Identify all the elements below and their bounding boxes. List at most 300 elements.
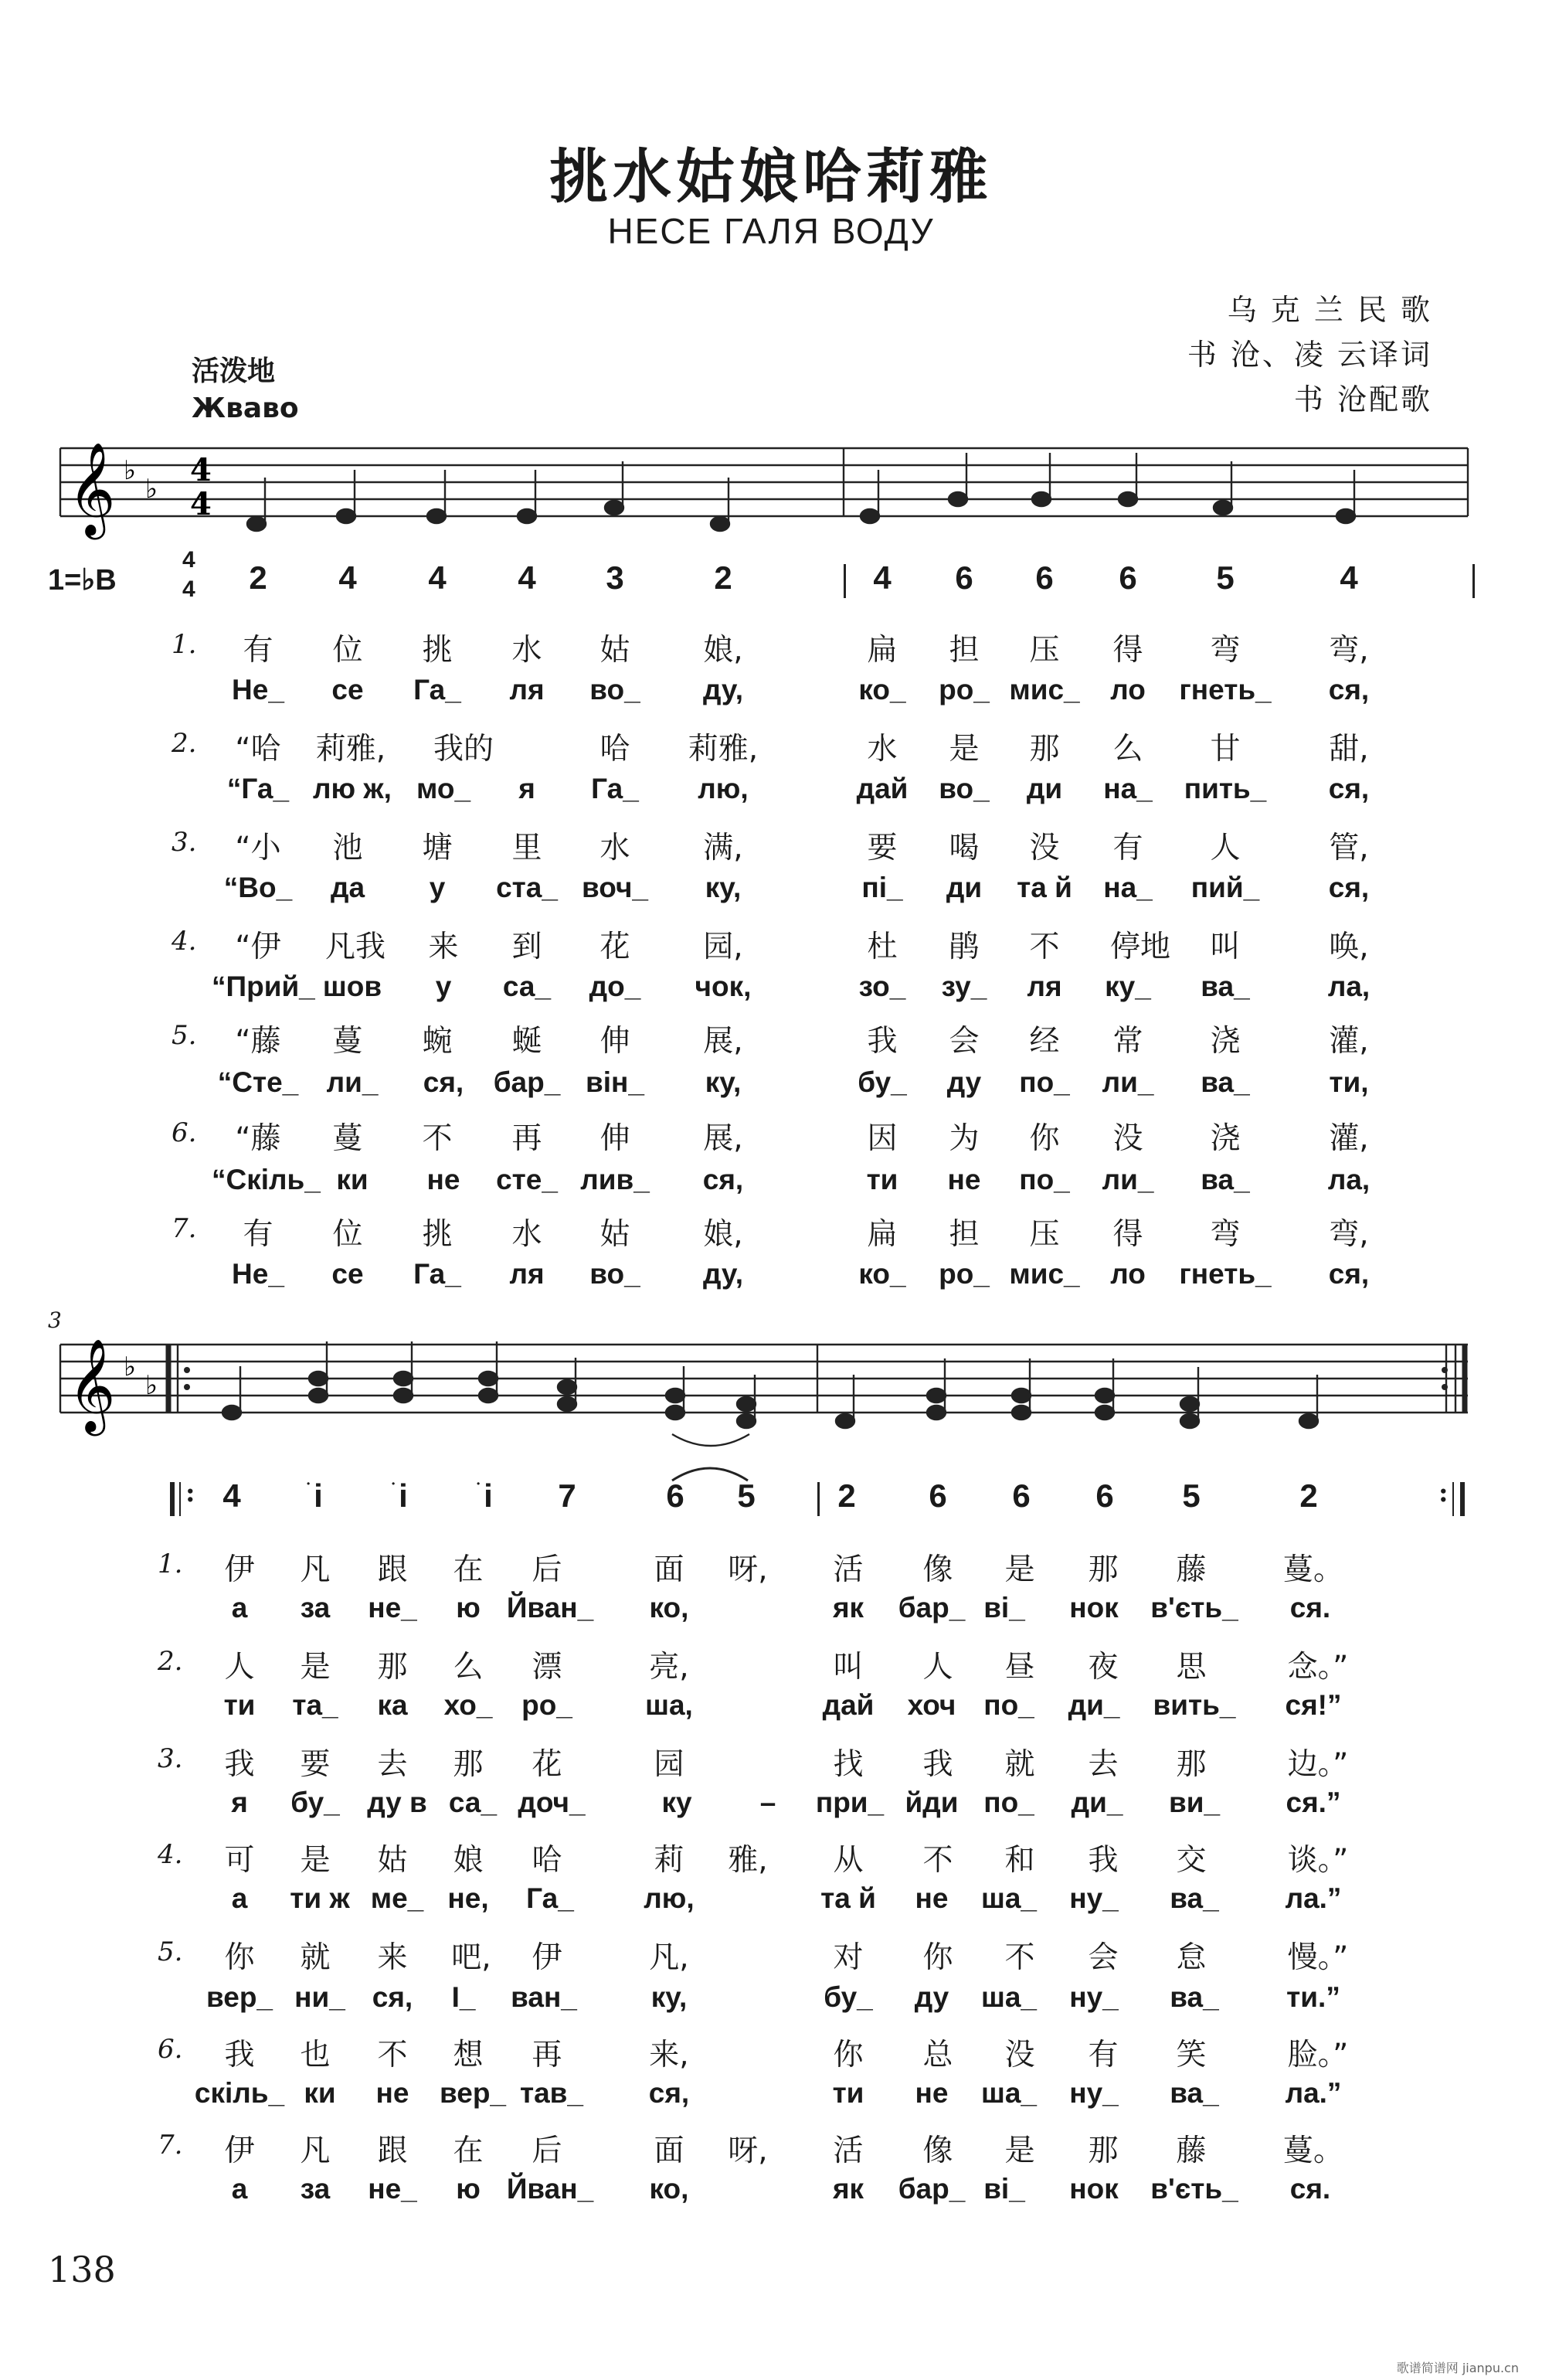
lyric-zh: 娘, [703,633,743,668]
lyric-zh: 挑 [422,633,453,668]
lyric-zh: 在 [453,2134,484,2168]
lyric-zh: 挑 [422,1217,453,1252]
lyric-zh: 不 [1004,1940,1035,1975]
lyric-uk: ти.” [1286,1981,1340,2013]
lyric-uk: Га_ [413,674,461,706]
lyric-zh: 伸 [599,1121,630,1156]
lyric-zh: 不 [922,1843,953,1878]
lyric-zh: 弯 [1210,1217,1241,1252]
lyric-zh: 展, [703,1121,743,1156]
lyric-zh: 么 [453,1650,484,1685]
lyric-uk: лю, [698,773,749,804]
lyric-uk: Га_ [413,1258,461,1290]
lyric-zh: 园 [654,1747,684,1782]
lyric-uk: вер_ [205,1981,273,2013]
repeat-end-thin [1452,1482,1454,1516]
lyric-uk: ки [304,2077,336,2109]
jianpu-note: 4 [1340,559,1358,596]
lyric-uk: ду [946,1066,982,1098]
lyric-zh: 塘 [422,831,453,865]
repeat-dots: : [1438,1477,1449,1508]
lyric-uk: ко, [649,1592,689,1624]
lyric-uk: ку, [650,1981,688,2013]
lyric-zh: 为 [949,1121,980,1156]
lyric-uk: ю [456,1592,481,1624]
lyric-uk: не [915,2077,949,2109]
lyric-zh: 呀, [728,2134,768,2168]
lyric-uk: бу_ [824,1981,873,2013]
lyric-uk: ду, [702,1258,743,1290]
jianpu-note: 6 [929,1477,947,1514]
lyric-zh: 么 [1112,732,1143,767]
lyric-uk: пить_ [1184,773,1267,804]
lyric-zh: 浇 [1210,1121,1241,1156]
high-octave-dot-icon: · [391,1476,396,1492]
verse-number: 4. [158,1839,183,1870]
lyric-uk: ди_ [1071,1787,1123,1818]
lyric-uk: ти [223,1689,256,1721]
lyric-uk: він_ [586,1066,644,1098]
lyric-zh: 停地 [1109,930,1170,964]
jianpu-note: 4 [222,1477,241,1514]
lyric-zh: 呀, [728,1552,768,1587]
lyric-uk: ся!” [1285,1689,1342,1721]
verse-number: 2. [172,728,197,759]
lyric-uk: ду в [367,1787,427,1818]
lyric-zh: 去 [1088,1747,1119,1782]
lyric-zh: 凡, [649,1940,689,1975]
lyric-uk: ко_ [858,1258,906,1290]
lyric-zh: 得 [1112,633,1143,668]
lyric-zh: “小 [235,831,281,865]
flat-icon: ♭ [145,474,158,505]
lyric-zh: 是 [1004,2134,1035,2168]
verse-number: 1. [172,629,197,660]
tempo-uk: Жваво [192,393,299,424]
lyric-zh: 你 [922,1940,953,1975]
lyric-zh: 那 [1029,732,1060,767]
jianpu-note: 4 [873,559,892,596]
lyric-zh: 扁 [867,633,898,668]
lyric-uk: не [375,2077,409,2109]
lyric-uk: во_ [939,773,990,804]
lyric-zh: 凡 [300,2134,331,2168]
lyric-uk: та й [1017,872,1072,903]
lyric-uk: як [832,2173,864,2205]
lyric-zh: 就 [1004,1747,1035,1782]
lyric-zh: 不 [1029,930,1060,964]
lyric-zh: 伸 [599,1024,630,1059]
lyric-zh: 是 [1004,1552,1035,1587]
lyric-zh: 蜒 [511,1024,542,1059]
lyric-zh: 伊 [224,1552,255,1587]
jianpu-note: 6 [1035,559,1054,596]
lyric-uk: не [947,1164,981,1195]
jianpu-note: 4 [338,559,357,596]
lyric-uk: ва_ [1201,1066,1250,1098]
lyric-zh: 花 [532,1747,562,1782]
jianpu-note: 3 [606,559,624,596]
lyric-zh: 蜿 [422,1024,453,1059]
lyric-zh: 弯, [1329,633,1369,668]
time-bottom: 4 [182,576,195,602]
lyric-zh: 脸。” [1287,2038,1349,2072]
lyric-uk: ла.” [1285,1882,1342,1914]
treble-clef-icon: 𝄞 [68,1338,116,1432]
lyric-uk: ро_ [939,674,990,706]
lyric-zh: 叫 [833,1650,864,1685]
lyric-uk: “Га_ [226,773,290,804]
lyric-uk: ко, [649,2173,689,2205]
lyric-zh: 跟 [377,1552,408,1587]
jianpu-note: i [484,1477,493,1514]
jianpu-note: 2 [837,1477,856,1514]
lyric-zh: 喝 [949,831,980,865]
lyric-uk: у [429,872,446,903]
verse-number: 5. [172,1020,197,1051]
lyric-uk: бар_ [493,1066,561,1098]
verse-number: 3. [172,827,197,858]
svg-text:4: 4 [190,452,212,488]
key-signature: 1=♭B [48,564,117,597]
high-octave-dot-icon: · [476,1476,481,1492]
lyric-uk: нок [1069,1592,1119,1624]
lyric-zh: 没 [1112,1121,1143,1156]
lyric-zh: 人 [224,1650,255,1685]
lyric-zh: 和 [1004,1843,1035,1878]
lyric-uk: ся.” [1286,1787,1341,1818]
lyric-zh: 管, [1329,831,1369,865]
lyric-uk: ко_ [858,674,906,706]
verse-number: 1. [158,1549,183,1579]
lyric-uk: тав_ [519,2077,584,2109]
lyric-uk: ся, [1328,773,1370,804]
lyric-uk: І_ [451,1981,476,2013]
lyric-zh: 我 [867,1024,898,1059]
verse-number: 7. [158,2130,183,2161]
lyric-uk: мис_ [1009,1258,1080,1290]
time-top: 4 [182,547,195,573]
lyric-zh: 是 [300,1843,331,1878]
lyric-zh: 压 [1029,1217,1060,1252]
slur-icon [667,1460,752,1484]
lyric-uk: – [759,1787,776,1818]
lyric-zh: 有 [1088,2038,1119,2072]
lyric-uk: ся, [1328,674,1370,706]
repeat-dots: : [185,1477,195,1508]
lyric-uk: ша_ [981,1882,1037,1914]
verse-number: 3. [158,1743,183,1774]
lyric-uk: шов [322,971,382,1002]
lyric-uk: ну_ [1069,1981,1119,2013]
lyric-zh: 来 [377,1940,408,1975]
credit-origin: 乌 克 兰 民 歌 [1227,293,1432,327]
lyric-uk: ша_ [981,1981,1037,2013]
lyric-zh: 去 [377,1747,408,1782]
lyric-uk: вер_ [439,2077,506,2109]
lyric-uk: бар_ [898,1592,966,1624]
lyric-uk: “Во_ [223,872,293,903]
lyric-zh: 从 [833,1843,864,1878]
lyric-uk: во_ [589,1258,640,1290]
lyric-zh: 想 [453,2038,484,2072]
lyric-uk: у [435,971,452,1002]
lyric-zh: 有 [243,1217,273,1252]
lyric-uk: по_ [983,1689,1034,1721]
lyric-zh: 找 [833,1747,864,1782]
lyric-zh: 那 [1088,1552,1119,1587]
lyric-uk: ме_ [370,1882,424,1914]
lyric-zh: 要 [300,1747,331,1782]
lyric-zh: 唤, [1329,930,1369,964]
lyric-uk: я [231,1787,248,1818]
lyric-zh: 伊 [224,2134,255,2168]
lyric-uk: а [231,1592,248,1624]
lyric-uk: ро_ [521,1689,572,1721]
lyric-uk: по_ [1019,1164,1070,1195]
lyric-uk: бар_ [898,2173,966,2205]
lyric-zh: 里 [511,831,542,865]
lyric-zh: 思 [1176,1650,1207,1685]
lyric-uk: ти ж [290,1882,350,1914]
lyric-zh: 我 [224,2038,255,2072]
lyric-zh: 娘, [703,1217,743,1252]
jianpu-note: 6 [955,559,973,596]
lyric-uk: ли_ [1102,1164,1154,1195]
lyric-zh: 位 [332,1217,363,1252]
lyric-uk: ві_ [983,2173,1025,2205]
repeat-start-thin [179,1482,181,1516]
lyric-zh: 再 [511,1121,542,1156]
lyric-uk: ша_ [981,2077,1037,2109]
lyric-uk: Не_ [232,674,284,706]
verse-number: 2. [158,1646,183,1677]
lyric-uk: ди_ [1068,1689,1120,1721]
lyric-zh: 展, [703,1024,743,1059]
repeat-start-bar [170,1482,175,1516]
lyric-zh: “藤 [235,1024,281,1059]
lyric-uk: “Скіль_ [212,1164,321,1195]
flat-icon: ♭ [124,455,137,486]
lyric-zh: 伊 [532,1940,562,1975]
lyric-zh: 会 [1088,1940,1119,1975]
lyric-zh: “哈 [235,732,281,767]
lyric-uk: ся, [702,1164,744,1195]
lyric-uk: ти [832,2077,864,2109]
lyric-zh: 有 [1112,831,1143,865]
lyric-uk: ю [456,2173,481,2205]
lyric-uk: ля [509,1258,545,1290]
song-subtitle: НЕСЕ ГАЛЯ ВОДУ [607,211,935,251]
lyric-zh: 蔓。 [1282,1552,1343,1587]
jianpu-note: 2 [714,559,732,596]
lyric-zh: 弯 [1210,633,1241,668]
lyric-uk: ли_ [1102,1066,1154,1098]
lyric-zh: 念。” [1287,1650,1349,1685]
lyric-zh: “伊 [235,930,281,964]
lyric-zh: 没 [1029,831,1060,865]
lyric-uk: ти [866,1164,898,1195]
jianpu-note: 4 [428,559,447,596]
lyric-uk: дай [856,773,909,804]
lyric-zh: 活 [833,2134,864,2168]
verse-number: 6. [158,2034,183,2065]
lyric-zh: 来 [428,930,459,964]
lyric-zh: 藤 [1176,1552,1207,1587]
credit-translation: 书 沧、凌 云译词 [1187,338,1432,372]
lyric-zh: 经 [1029,1024,1060,1059]
lyric-uk: ва_ [1170,2077,1219,2109]
lyric-zh: 蔓 [332,1121,363,1156]
lyric-zh: 叫 [1210,930,1241,964]
lyric-uk: ся, [372,1981,413,2013]
lyric-uk: зо_ [858,971,906,1002]
lyric-uk: ва_ [1170,1981,1219,2013]
lyric-zh: 姑 [599,1217,630,1252]
lyric-uk: не, [447,1882,489,1914]
jianpu-note: 6 [1012,1477,1031,1514]
jianpu-note: i [399,1477,408,1514]
lyric-uk: за [300,2173,331,2205]
lyric-uk: ло [1110,674,1146,706]
lyric-zh: 压 [1029,633,1060,668]
lyric-uk: не [915,1882,949,1914]
lyric-uk: не [426,1164,460,1195]
lyric-zh: 莉雅, [688,732,759,767]
repeat-end-bar [1460,1482,1465,1516]
flat-icon: ♭ [124,1352,137,1382]
lyric-uk: ну_ [1069,1882,1119,1914]
lyric-uk: а [231,2173,248,2205]
lyric-zh: 我 [224,1747,255,1782]
lyric-zh: 哈 [532,1843,562,1878]
lyric-zh: 就 [300,1940,331,1975]
lyric-zh: 姑 [599,633,630,668]
jianpu-note: 4 [518,559,536,596]
lyric-uk: лю, [644,1882,695,1914]
lyric-zh: 跟 [377,2134,408,2168]
lyric-uk: ся. [1289,2173,1331,2205]
lyric-uk: мис_ [1009,674,1080,706]
lyric-uk: нок [1069,2173,1119,2205]
lyric-uk: доч_ [518,1787,586,1818]
lyric-zh: 人 [922,1650,953,1685]
song-title: 挑水姑娘哈莉雅 [549,142,993,211]
lyric-zh: 你 [833,2038,864,2072]
lyric-zh: 水 [511,1217,542,1252]
lyric-uk: ти, [1329,1066,1369,1098]
lyric-uk: чок, [695,971,752,1002]
staff-line-2 [0,1314,1542,1468]
lyric-uk: са_ [502,971,552,1002]
lyric-uk: вить_ [1153,1689,1236,1721]
lyric-zh: 再 [532,2038,562,2072]
lyric-uk: са_ [448,1787,498,1818]
lyric-uk: Йван_ [506,2173,594,2205]
lyric-uk: по_ [983,1787,1034,1818]
lyric-uk: йди [905,1787,959,1818]
lyric-zh: 慢。” [1287,1940,1349,1975]
lyric-zh: 你 [224,1940,255,1975]
lyric-zh: 凡我 [324,930,386,964]
lyric-zh: 那 [453,1747,484,1782]
lyric-uk: хоч [907,1689,956,1721]
lyric-uk: ка [377,1689,408,1721]
lyric-zh: 雅, [728,1843,768,1878]
lyric-uk: не_ [368,2173,417,2205]
credit-arrangement: 书 沧配歌 [1293,382,1432,416]
lyric-zh: 我 [1088,1843,1119,1878]
lyric-zh: 交 [1176,1843,1207,1878]
lyric-uk: в'єть_ [1150,1592,1238,1624]
lyric-uk: мо_ [416,773,471,804]
jianpu-row-2 [0,1477,1542,1524]
lyric-zh: 哈 [599,732,630,767]
lyric-uk: ди [946,872,983,903]
lyric-zh: 不 [422,1121,453,1156]
lyric-uk: бу_ [290,1787,340,1818]
lyric-zh: 活 [833,1552,864,1587]
lyric-uk: ві_ [983,1592,1025,1624]
lyric-zh: 因 [867,1121,898,1156]
lyric-zh: 莉 [654,1843,684,1878]
lyric-zh: 水 [867,732,898,767]
lyric-uk: дай [822,1689,875,1721]
lyric-zh: 杜 [867,930,898,964]
barline [1472,564,1475,598]
lyric-zh: 花 [599,930,630,964]
lyric-uk: гнеть_ [1179,1258,1272,1290]
verse-number: 5. [158,1936,183,1967]
lyric-uk: ся, [423,1066,464,1098]
lyric-zh: 姑 [377,1843,408,1878]
staff-line-1 [0,417,1542,572]
lyric-zh: 你 [1029,1121,1060,1156]
lyric-uk: на_ [1103,872,1153,903]
lyric-zh: 亮, [649,1650,689,1685]
lyric-uk: в'єть_ [1150,2173,1238,2205]
lyric-uk: ва_ [1201,971,1250,1002]
lyric-zh: 有 [243,633,273,668]
lyric-uk: ша, [645,1689,693,1721]
lyric-uk: бу_ [858,1066,907,1098]
lyric-zh: 得 [1112,1217,1143,1252]
lyric-zh: 会 [949,1024,980,1059]
lyric-uk: по_ [1019,1066,1070,1098]
jianpu-note: 5 [1182,1477,1201,1514]
lyric-zh: 娘 [453,1843,484,1878]
lyric-uk: ло [1110,1258,1146,1290]
lyric-zh: 担 [949,633,980,668]
lyric-uk: ста_ [496,872,558,903]
lyric-uk: до_ [589,971,641,1002]
lyric-zh: 水 [599,831,630,865]
lyric-zh: 可 [224,1843,255,1878]
jianpu-note: 6 [1095,1477,1114,1514]
lyric-uk: лю ж, [313,773,392,804]
lyric-uk: ку_ [1105,971,1151,1002]
lyric-uk: ку, [705,1066,742,1098]
jianpu-note: 2 [1299,1477,1318,1514]
lyric-zh: 总 [922,2038,953,2072]
lyric-uk: ся, [1328,872,1370,903]
lyric-zh: 没 [1004,2038,1035,2072]
watermark: 歌谱简谱网 jianpu.cn [1396,2361,1519,2375]
lyric-uk: Йван_ [506,1592,594,1624]
lyric-uk: ро_ [939,1258,990,1290]
lyric-uk: та_ [292,1689,338,1721]
lyric-zh: 弯, [1329,1217,1369,1252]
